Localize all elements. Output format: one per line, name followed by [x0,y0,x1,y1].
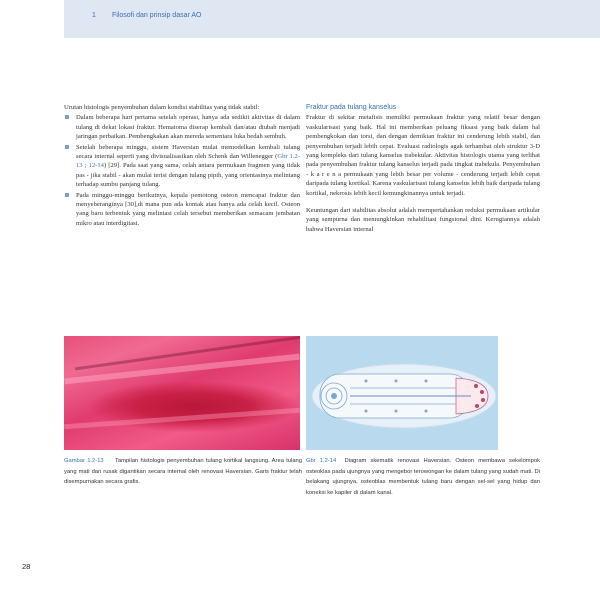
osteoclast-cell [475,404,479,408]
healing-sequence-list [64,113,300,228]
figure-caption-right [306,456,540,498]
body-paragraph: Fraktur di sekitar metafisis memiliki permukaan fraktur yang relatif besar dengan vaskularisasi yang baik. Hal ini memberikan peluang fiksasi yang baik dalam hal pembengkokan dan torsi, dan dengan demikian fraktur ini cenderung lebih stabil, dan penyembuhan terjadi lebih cepat. Evaluasi radiologis agak terhambat oleh struktur 3-D yang kompleks dari tulang kanselus trabekular. Aktivitas histologis utama yang terlihat pada penyembuhan fraktur tulang kanselus terjadi pada tingkat trabekula. Penyembuhan - k a r e n a permukaan yang lebih besar per volume - cenderung terjadi lebih cepat daripada tulang kortikal. Karena vaskularisasi tulang kanselus lebih baik daripada tulang kortikal, nekrosis lebih kecil kemungkinannya untuk terjadi. [306,114,540,197]
osteoblast-cell [395,410,398,413]
photo-texture [64,408,300,429]
figure-caption-left [64,456,302,488]
osteoblast-cell [425,380,428,383]
list-item [64,113,300,141]
caption-text: Diagram skematik renovasi Haversian. Osteon membawa sekelompok osteoklas pada ujungnya yang mengebor terowongan ke dalam tulang yang sudah mati. Di belakang ujungnya, osteoblas membentuk tulang baru dengan sel-sel yang hidup dan koneksi ke kapiler di dalam kanal. [306,458,540,496]
chapter-title: Filosofi dan prinsip dasar AO [112,12,202,19]
osteoclast-cell [481,398,485,402]
osteoclast-cell [480,390,484,394]
right-text-column [306,103,540,242]
haversian-diagram-graphic [306,336,498,450]
histology-photo [64,336,300,450]
caption-text: Tampilan histologis penyembuhan tulang kortikal langsung. Area tulang yang mati dan rusak digantikan secara internal oleh renovasi Haversian. Garis fraktur telah disempurnakan secara grafis. [64,458,302,485]
haversian-diagram [306,336,498,450]
body-paragraph: Keuntungan dari stabilitas absolut adalah mempertahankan reduksi permukaan artikular yang sempurna dan memungkinkan rehabilitasi fungsional dini. Kerugiannya adalah bahwa Haversian internal [306,207,540,233]
osteoblast-cell [365,380,368,383]
list-item-text-end: ) [29]. Pada saat yang sama, celah antara permukaan fragmen yang tidak pas - jika stabil - akan mulai terisi dengan tulang pipih, yang orientasinya melintang terhadap sumbu panjang tulang. [76,162,300,189]
left-text-column [64,103,300,229]
list-item-text-start: Setelah beberapa minggu, sistem Haversian mulai memodelkan kembali tulang secara internal seperti yang divisualisasikan oleh Schenk dan Willenegger ( [76,143,300,161]
chapter-header-band [64,0,600,38]
osteoblast-cell [425,410,428,413]
list-item [64,143,300,190]
square-bullet-icon [65,115,69,119]
figure-label: Gambar 1.2-13 [64,458,104,464]
central-canal [331,393,337,399]
figure-label: Gbr 1.2-14 [306,458,337,464]
square-bullet-icon [65,193,69,197]
osteoblast-cell [395,380,398,383]
list-item-text: Dalam beberapa hari pertama setelah operasi, hanya ada sedikit aktivitas di dalam tulang di dekat lokasi fraktur. Hematoma diserap kembali dan/atau diubah menjadi jaringan perbaikan. Pembengkakan akan mereda sementara luka bedah sembuh. [76,114,300,141]
photo-texture [64,354,299,385]
section-heading: Fraktur pada tulang kanselus [306,104,397,111]
figure-reference-link[interactable]: Gbr 1.2-13 ; 12-14 [76,153,301,170]
chapter-number: 1 [92,12,96,19]
list-item-text: Pada minggu-minggu berikutnya, kepala pemotong osteon mencapai fraktur dan menyeberanginya [30],di mana pun ada kontak atau hanya ada celah kecil. Osteon yang baru terbentuk yang melintasi celah tersebut memberikan semacam jembatan mikro atau interdigitasi. [76,191,300,227]
square-bullet-icon [65,145,69,149]
list-item [64,191,300,229]
osteoblast-cell [365,410,368,413]
page-number: 28 [22,562,31,571]
osteoclast-cell [474,384,478,388]
intro-paragraph: Urutan histologis penyembuhan dalam kondisi stabilitas yang tidak stabil: [64,104,260,111]
